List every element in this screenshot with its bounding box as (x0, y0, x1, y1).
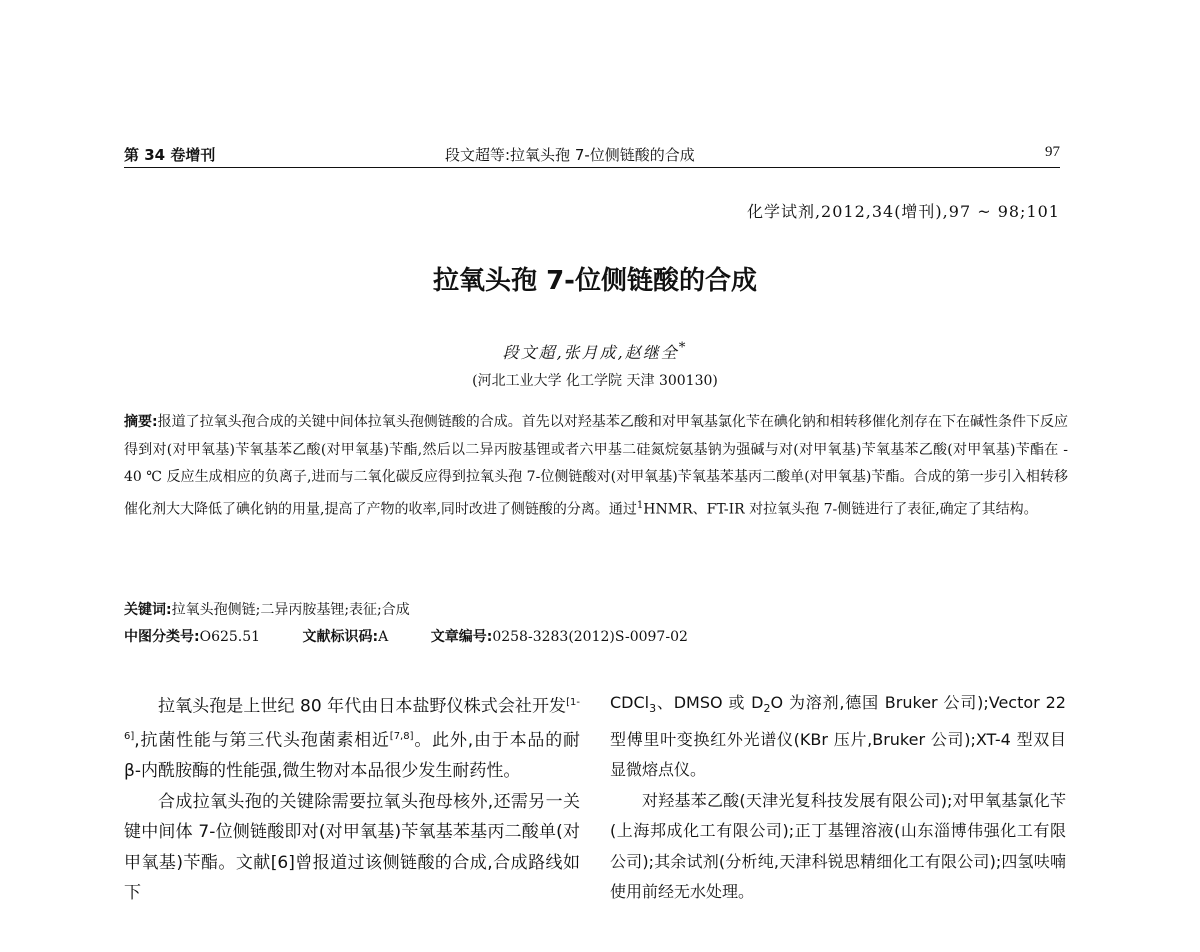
doc-code-value: A (378, 629, 389, 645)
article-number-value: 0258-3283(2012)S-0097-02 (492, 629, 688, 645)
keywords-text: 拉氧头孢侧链;二异丙胺基锂;表征;合成 (171, 602, 410, 618)
article-title: 拉氧头孢 7-位侧链酸的合成 (433, 266, 757, 296)
classification-line (124, 626, 726, 646)
subscript: 3 (649, 702, 657, 716)
keywords-label: 关键词: (124, 602, 172, 618)
journal-citation: 化学试剂,2012,34(增刊),97 ~ 98;101 (746, 202, 1060, 221)
abstract-label: 摘要: (124, 414, 158, 430)
left-paragraph-1 (124, 688, 580, 787)
article-number-label: 文章编号: (430, 629, 493, 645)
abstract-sup: 1 (636, 499, 644, 511)
header-rule (124, 167, 1060, 168)
reference-mark: [7,8] (389, 731, 414, 743)
running-header-title: 段文超等:拉氧头孢 7-位侧链酸的合成 (445, 146, 695, 164)
right-paragraph-1 (610, 688, 1066, 786)
left-p1-text-c: 。此外,由于本品的耐 β-内酰胺酶的性能强,微生物对本品很少发生耐药性。 (124, 730, 581, 782)
abstract-text-a: 报道了拉氧头孢合成的关键中间体拉氧头孢侧链酸的合成。首先以对羟基苯乙酸和对甲氧基氯化苄在碘化钠和相转移催化剂存在下在碱性条件下反应得到对(对甲氧基)苄氧基苯乙酸(对甲氧基)苄酯,然后以二异丙胺基锂或者六甲基二硅氮烷氨基钠为强碱与对(对甲氧基)苄氧基苯乙酸(对甲氧基)苄酯在 - 40 ℃ 反应生成相应的负离子,进而与二氧化碳反应得到拉氧头孢 7-位侧链酸对(对甲氧基)苄氧基苯基丙二酸单(对甲氧基)苄酯。合成的第一步引入相转移催化剂大大降低了碘化钠的用量,提高了产物的收率,同时改进了侧链酸的分离。通过 (124, 414, 1068, 518)
left-p1-text-b: ,抗菌性能与第三代头孢菌素相近 (134, 730, 390, 751)
right-p1-text-a: CDCl (610, 693, 650, 712)
document-code (303, 629, 389, 645)
body-left-column (124, 688, 580, 909)
right-paragraph-2: 对羟基苯乙酸(天津光复科技发展有限公司);对甲氧基氯化苄(上海邦成化工有限公司);正丁基锂溶液(山东淄博伟强化工有限公司);其余试剂(分析纯,天津科锐思精细化工有限公司);四氢呋喃使用前经无水处理。 (610, 790, 1066, 902)
clc-label: 中图分类号: (124, 629, 200, 645)
page-number: 97 (1045, 144, 1060, 160)
clc-value: O625.51 (199, 629, 261, 645)
doc-code-label: 文献标识码: (302, 629, 379, 645)
abstract (124, 409, 1068, 524)
right-p1-text-c: O 为溶剂,德国 Bruker 公司);Vector 22 型傅里叶变换红外光谱仪(KBr 压片,Bruker 公司);XT-4 型双目显微熔点仪。 (610, 693, 1066, 780)
authors-text: 段文超,张月成,赵继全 (502, 343, 679, 362)
affiliation: (河北工业大学 化工学院 天津 300130) (472, 373, 718, 389)
body-right-column (610, 688, 1066, 908)
abstract-text-b: HNMR、FT-IR 对拉氧头孢 7-侧链进行了表征,确定了其结构。 (643, 501, 1038, 518)
running-header-volume: 第 34 卷增刊 (124, 146, 216, 164)
corresponding-author-mark: * (678, 340, 688, 356)
subscript: 2 (763, 702, 771, 716)
reference-mark: [1-6] (124, 697, 580, 743)
clc-number (124, 629, 260, 645)
keywords-line (124, 599, 410, 619)
article-number (431, 629, 688, 645)
left-paragraph-2: 合成拉氧头孢的关键除需要拉氧头孢母核外,还需另一关键中间体 7-位侧链酸即对(对甲氧基)苄氧基苯基丙二酸单(对甲氧基)苄酯。文献[6]曾报道过该侧链酸的合成,合成路线如下 (124, 791, 580, 904)
right-p1-text-b: 、DMSO 或 D (656, 693, 764, 712)
author-list (0, 340, 1190, 363)
left-p1-text-a: 拉氧头孢是上世纪 80 年代由日本盐野仪株式会社开发 (158, 696, 567, 717)
